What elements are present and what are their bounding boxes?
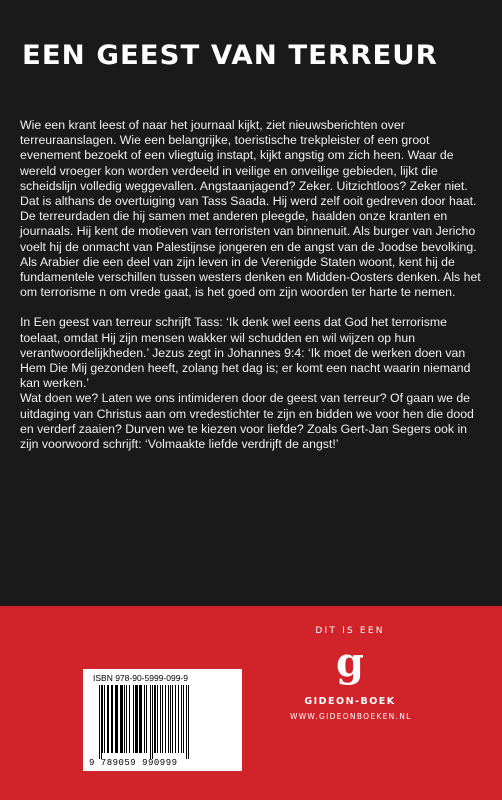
- barcode-digits: 9 789059 990999: [89, 758, 178, 768]
- logo-letter: g: [336, 642, 364, 686]
- publisher-band: [0, 606, 502, 800]
- blurb: [20, 118, 488, 452]
- blurb-paragraph-4: Wat doen we? Laten we ons intimideren door de geest van terreur? Of gaan we de uitdaging van Christus aan om vredestichter te zijn en bidden we voor hen die dood en verderf zaaien? Durven we te kiezen voor liefde? Zoals Gert-Jan Segers ook in zijn voorwoord schrijft: ‘Volmaakte liefde verdrijft de angst!’: [20, 391, 474, 452]
- blurb-paragraph-1: Wie een krant leest of naar het journaal kijkt, ziet nieuwsberichten over terreuraanslagen. Wie een belangrijke, toeristische trekpleister of een groot evenement bezoekt of een vliegtuig instapt, kijkt angstig om zich heen. Waar de wereld vroeger kon worden verdeeld in veilige en onveilige gebieden, lijkt die scheidslijn volledig weggevallen. Angstaanjagend? Zeker. Uitzichtloos? Zeker niet.: [20, 118, 468, 193]
- publisher-brand: [290, 624, 410, 721]
- barcode-bars: [99, 685, 236, 755]
- isbn-barcode: [83, 669, 242, 771]
- blurb-paragraph-2: Dat is althans de overtuiging van Tass Saada. Hij werd zelf ooit gedreven door haat. De terreurdaden die hij samen met anderen pleegde, haalden onze kranten en journaals. Hij kent de motieven van terroristen van binnenuit. Als burger van Jericho voelt hij de onmacht van Palestijnse jongeren en de angst van de Joodse bevolking. Als Arabier die een deel van zijn leven in de Verenigde Staten woont, kent hij de fundamentele verschillen tussen westers denken en Midden-Oosters denken. Als het om terrorisme n om vrede gaat, is het goed om zijn woorden ter harte te nemen.: [20, 194, 481, 300]
- gideon-logo-icon: [330, 642, 370, 692]
- blurb-paragraph-3: In Een geest van terreur schrijft Tass: ‘Ik denk wel eens dat God het terrorisme toelaat, omdat Hij zijn mensen wakker wil schudden en wil wijzen op hun verantwoordelijkheden.’ Jezus zegt in Johannes 9:4: ‘Ik moet de werken doen van Hem Die Mij gezonden heeft, zolang het dag is; er komt een nacht waarin niemand kan werken.’: [20, 315, 471, 391]
- publisher-tagline: DIT IS EEN: [315, 626, 385, 636]
- barcode-bar: [188, 685, 189, 759]
- publisher-name: GIDEON-BOEK: [304, 696, 396, 707]
- publisher-url: WWW.GIDEONBOEKEN.NL: [290, 712, 412, 721]
- book-title: EEN GEEST VAN TERREUR: [22, 40, 438, 71]
- isbn-label: ISBN 978-90-5999-099-9: [93, 673, 188, 683]
